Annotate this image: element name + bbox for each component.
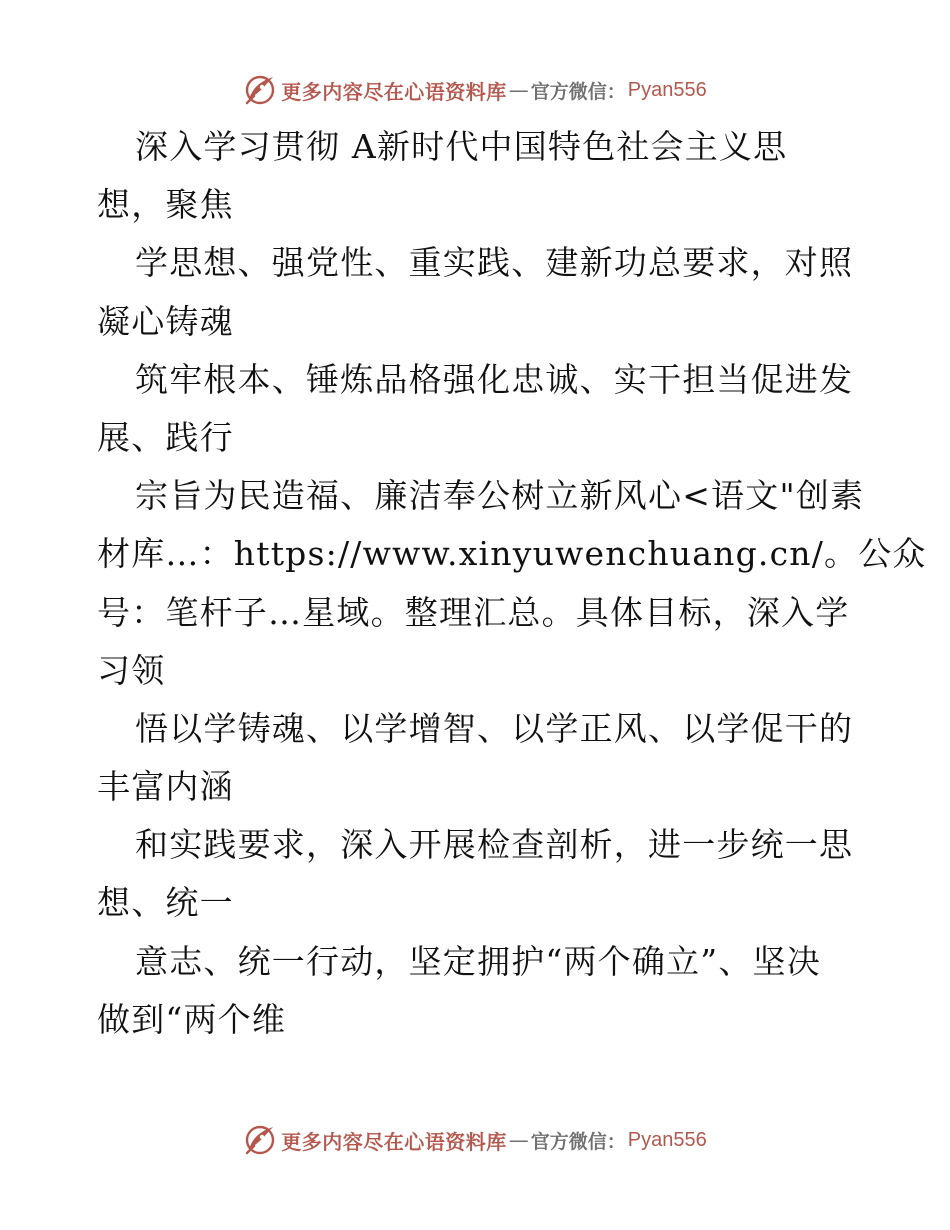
separator-dash: —: [508, 1128, 529, 1152]
wechat-id: Pyan556: [627, 1128, 707, 1151]
separator-dash: —: [508, 78, 529, 102]
body-line: 想、统一: [97, 883, 234, 923]
body-line: 做到“两个维: [97, 999, 287, 1039]
body-line: 宗旨为民造福、廉洁奉公树立新风心<语文"创素: [135, 476, 865, 516]
body-line: 凝心铸魂: [97, 301, 234, 341]
body-line: 意志、统一行动，坚定拥护“两个确立”、坚决: [135, 941, 821, 981]
wechat-label: 官方微信：: [530, 80, 626, 103]
body-line: 丰富内涵: [97, 767, 234, 807]
pen-nib-logo-icon: [243, 1123, 277, 1157]
body-line: 深入学习贯彻 A新时代中国特色社会主义思: [135, 127, 788, 166]
wechat-id: Pyan556: [627, 78, 707, 101]
document-body: [97, 118, 927, 1049]
site-name-text: 更多内容尽在心语资料库: [281, 1129, 507, 1154]
body-line: 想，聚焦: [97, 185, 234, 225]
body-line: 悟以学铸魂、以学增智、以学正风、以学促干的: [135, 708, 854, 748]
body-line: 展、践行: [97, 417, 234, 457]
body-line: 筑牢根本、锤炼品格强化忠诚、实干担当促进发: [135, 359, 854, 399]
body-line: 号：笔杆子…星域。整理汇总。具体目标，深入学: [97, 592, 850, 632]
body-line: 材库…：https://www.xinyuwenchuang.cn/。公众: [97, 534, 927, 574]
body-line: 习领: [97, 650, 166, 690]
body-line: 学思想、强党性、重实践、建新功总要求，对照: [135, 243, 854, 283]
footer-banner: [0, 1120, 950, 1160]
header-banner: [0, 70, 950, 110]
wechat-label: 官方微信：: [530, 1130, 626, 1153]
pen-nib-logo-icon: [243, 73, 277, 107]
body-line: 和实践要求，深入开展检查剖析，进一步统一思: [135, 825, 854, 865]
site-name-text: 更多内容尽在心语资料库: [281, 79, 507, 104]
